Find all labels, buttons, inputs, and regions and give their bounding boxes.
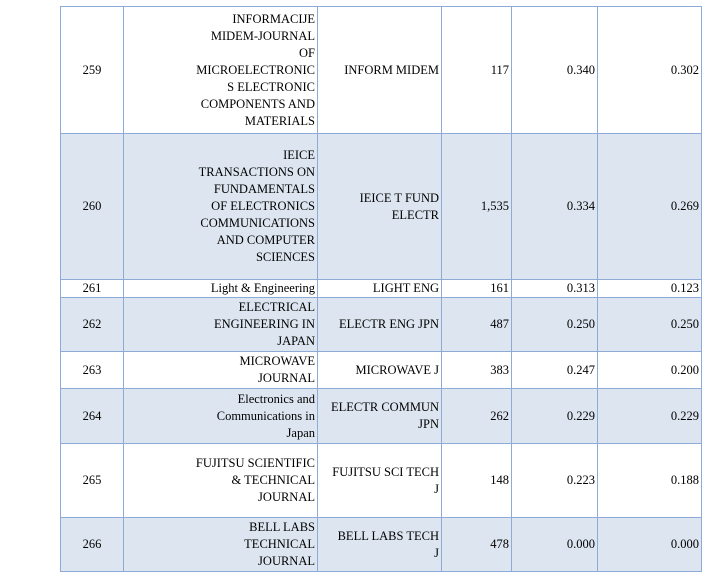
rank-cell: 266	[61, 518, 124, 572]
abbreviation-cell	[318, 134, 442, 280]
table-row	[61, 352, 702, 389]
journal-title: BELL LABS TECHNICAL JOURNAL	[244, 520, 315, 568]
abbreviation-cell	[318, 298, 442, 352]
journal-abbreviation: ELECTR COMMUN JPN	[331, 400, 439, 431]
citations-cell: 478	[442, 518, 512, 572]
abbreviation-cell	[318, 518, 442, 572]
table-row	[61, 7, 702, 134]
journal-title: FUJITSU SCIENTIFIC & TECHNICAL JOURNAL	[195, 456, 315, 504]
impact-factor-2-cell: 0.188	[598, 444, 702, 518]
journal-title-cell	[124, 280, 318, 298]
journal-title-cell	[124, 298, 318, 352]
rank-cell: 265	[61, 444, 124, 518]
citations-cell: 148	[442, 444, 512, 518]
table-row	[61, 134, 702, 280]
journal-title-cell	[124, 444, 318, 518]
impact-factor-2-cell: 0.250	[598, 298, 702, 352]
impact-factor-2-cell: 0.000	[598, 518, 702, 572]
journal-abbreviation: FUJITSU SCI TECH J	[332, 464, 439, 496]
citations-cell: 487	[442, 298, 512, 352]
impact-factor-cell: 0.334	[512, 134, 598, 280]
journal-title-cell	[124, 7, 318, 134]
journal-title-cell	[124, 134, 318, 280]
citations-cell: 1,535	[442, 134, 512, 280]
impact-factor-cell: 0.247	[512, 352, 598, 389]
journal-title-cell	[124, 352, 318, 389]
impact-factor-2-cell: 0.269	[598, 134, 702, 280]
impact-factor-cell: 0.000	[512, 518, 598, 572]
citations-cell: 383	[442, 352, 512, 389]
table-row	[61, 298, 702, 352]
rank-cell: 260	[61, 134, 124, 280]
impact-factor-cell: 0.340	[512, 7, 598, 134]
journal-abbreviation: LIGHT ENG	[372, 281, 439, 295]
abbreviation-cell	[318, 444, 442, 518]
impact-factor-2-cell: 0.229	[598, 389, 702, 444]
rank-cell: 259	[61, 7, 124, 134]
impact-factor-cell: 0.250	[512, 298, 598, 352]
abbreviation-cell	[318, 389, 442, 444]
journal-title: MICROWAVE JOURNAL	[239, 354, 315, 385]
citations-cell: 161	[442, 280, 512, 298]
journal-abbreviation: ELECTR ENG JPN	[339, 317, 439, 331]
abbreviation-cell	[318, 7, 442, 134]
impact-factor-2-cell: 0.302	[598, 7, 702, 134]
journal-abbreviation: IEICE T FUND ELECTR	[359, 190, 439, 222]
journal-title: Electronics and Communications in Japan	[216, 391, 315, 440]
journal-table	[60, 6, 702, 572]
journal-title: Light & Engineering	[210, 281, 315, 295]
citations-cell: 262	[442, 389, 512, 444]
journal-abbreviation: INFORM MIDEM	[344, 62, 439, 77]
impact-factor-cell: 0.229	[512, 389, 598, 444]
impact-factor-cell: 0.223	[512, 444, 598, 518]
rank-cell: 263	[61, 352, 124, 389]
journal-abbreviation: BELL LABS TECH J	[337, 528, 439, 560]
journal-abbreviation: MICROWAVE J	[355, 362, 439, 377]
impact-factor-2-cell: 0.123	[598, 280, 702, 298]
abbreviation-cell	[318, 352, 442, 389]
table-row	[61, 518, 702, 572]
table-row	[61, 444, 702, 518]
impact-factor-cell: 0.313	[512, 280, 598, 298]
rank-cell: 262	[61, 298, 124, 352]
table-row	[61, 389, 702, 444]
journal-title: ELECTRICAL ENGINEERING IN JAPAN	[213, 300, 315, 348]
journal-title: INFORMACIJE MIDEM-JOURNAL OF MICROELECTRONIC S ELECTRONIC COMPONENTS AND MATERIALS	[196, 11, 315, 128]
journal-title: IEICE TRANSACTIONS ON FUNDAMENTALS OF ELECTRONICS COMMUNICATIONS AND COMPUTER SCIENCES	[198, 148, 315, 264]
citations-cell: 117	[442, 7, 512, 134]
rank-cell: 261	[61, 280, 124, 298]
impact-factor-2-cell: 0.200	[598, 352, 702, 389]
table-row	[61, 280, 702, 298]
abbreviation-cell	[318, 280, 442, 298]
rank-cell: 264	[61, 389, 124, 444]
journal-title-cell	[124, 518, 318, 572]
journal-title-cell	[124, 389, 318, 444]
